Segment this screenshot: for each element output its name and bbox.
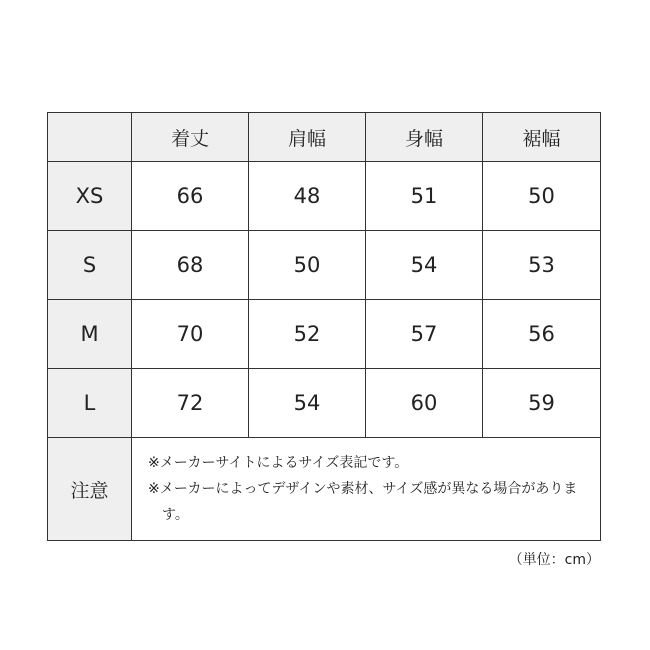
notes-label: 注意	[48, 438, 132, 541]
table-row-xs	[48, 162, 601, 231]
unit-label: （単位：cm）	[508, 552, 600, 568]
table-cell: 70	[132, 300, 249, 369]
notes-row	[48, 438, 601, 541]
column-header-length: 着丈	[132, 113, 249, 162]
table-cell: 51	[366, 162, 483, 231]
table-cell: 59	[483, 369, 601, 438]
note-line: ※メーカーサイトによるサイズ表記です。	[148, 455, 409, 471]
note-line: ※メーカーによってデザインや素材、サイズ感が異なる場合があります。	[148, 481, 578, 523]
table-cell: 54	[249, 369, 366, 438]
table-cell: 66	[132, 162, 249, 231]
corner-cell	[48, 113, 132, 162]
table-cell: 50	[249, 231, 366, 300]
size-chart-table	[47, 112, 601, 541]
row-header-size: M	[48, 300, 132, 369]
table-cell: 72	[132, 369, 249, 438]
row-header-size: S	[48, 231, 132, 300]
header-row	[48, 113, 601, 162]
table-cell: 68	[132, 231, 249, 300]
table-cell: 52	[249, 300, 366, 369]
table-cell: 48	[249, 162, 366, 231]
column-header-shoulder: 肩幅	[249, 113, 366, 162]
table-cell: 60	[366, 369, 483, 438]
table-row-l	[48, 369, 601, 438]
table-cell: 56	[483, 300, 601, 369]
row-header-size: L	[48, 369, 132, 438]
table-row-m	[48, 300, 601, 369]
table-cell: 57	[366, 300, 483, 369]
table-cell: 53	[483, 231, 601, 300]
column-header-chest: 身幅	[366, 113, 483, 162]
notes-cell	[132, 438, 601, 541]
table-cell: 50	[483, 162, 601, 231]
table-cell: 54	[366, 231, 483, 300]
table-row-s	[48, 231, 601, 300]
row-header-size: XS	[48, 162, 132, 231]
column-header-hem: 裾幅	[483, 113, 601, 162]
